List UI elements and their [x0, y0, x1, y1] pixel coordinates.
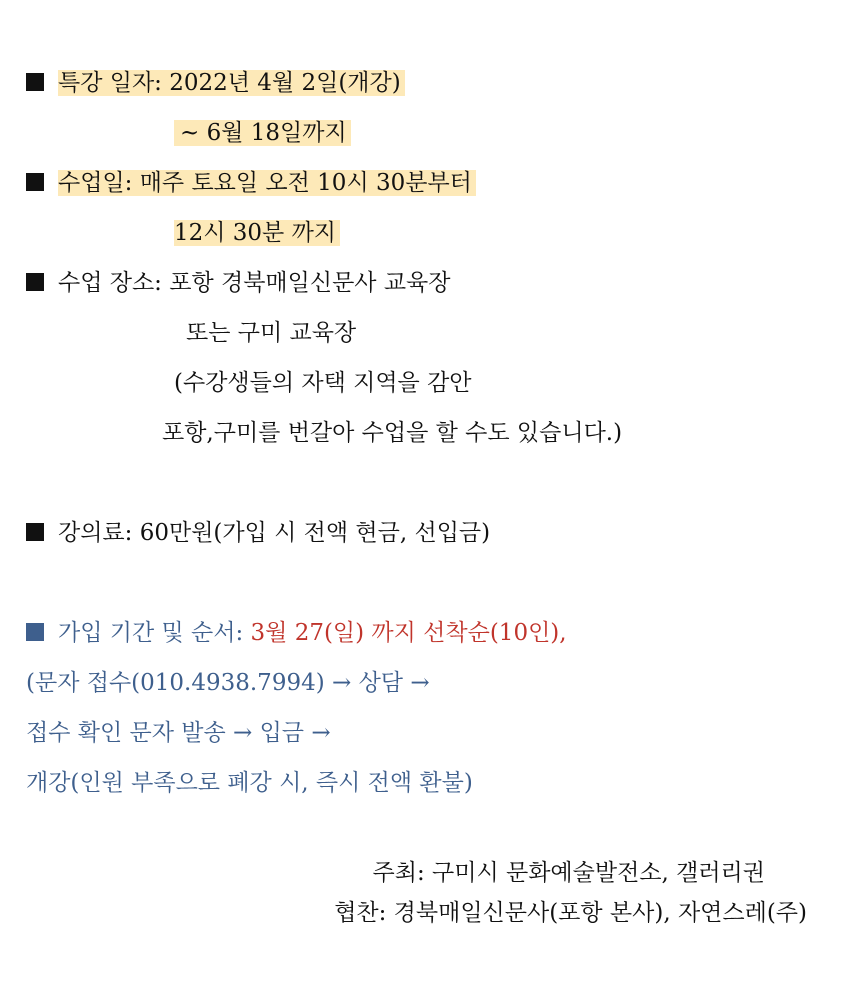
- venue-line4: 포항,구미를 번갈아 수업을 할 수도 있습니다.): [162, 420, 623, 446]
- lecture-date-row: [26, 68, 405, 98]
- venue-label: 수업 장소: 포항 경북매일신문사 교육장: [58, 270, 451, 296]
- square-bullet-icon: [26, 523, 44, 541]
- registration-step2: 접수 확인 문자 발송 → 입금 →: [26, 720, 331, 746]
- venue-line2: 또는 구미 교육장: [186, 320, 357, 346]
- class-day-continuation: 12시 30분 까지: [174, 220, 340, 246]
- lecture-date-label: 특강 일자: 2022년 4월 2일(개강): [58, 70, 405, 96]
- host-credit: 주최: 구미시 문화예술발전소, 갤러리권: [372, 860, 765, 886]
- lecture-date-continuation: ~ 6월 18일까지: [174, 120, 351, 146]
- square-bullet-icon: [26, 273, 44, 291]
- registration-step3: 개강(인원 부족으로 폐강 시, 즉시 전액 환불): [26, 770, 473, 796]
- fee-row: [26, 518, 490, 548]
- venue-line3: (수강생들의 자택 지역을 감안: [174, 370, 472, 396]
- registration-deadline: 3월 27(일) 까지 선착순(10인),: [250, 620, 567, 646]
- square-bullet-icon: [26, 173, 44, 191]
- fee-label: 강의료: 60만원(가입 시 전액 현금, 선입금): [58, 520, 491, 546]
- lecture-date-continuation-row: [174, 118, 351, 148]
- class-day-continuation-row: [174, 218, 340, 248]
- venue-row: [26, 268, 450, 298]
- square-bullet-icon: [26, 73, 44, 91]
- class-day-row: [26, 168, 476, 198]
- sponsor-credit: 협찬: 경북매일신문사(포항 본사), 자연스레(주): [334, 900, 807, 926]
- registration-label: 가입 기간 및 순서:: [58, 620, 251, 646]
- registration-step1: (문자 접수(010.4938.7994) → 상담 →: [26, 670, 430, 696]
- registration-row: [26, 618, 567, 648]
- square-bullet-icon: [26, 623, 44, 641]
- class-day-label: 수업일: 매주 토요일 오전 10시 30분부터: [58, 170, 476, 196]
